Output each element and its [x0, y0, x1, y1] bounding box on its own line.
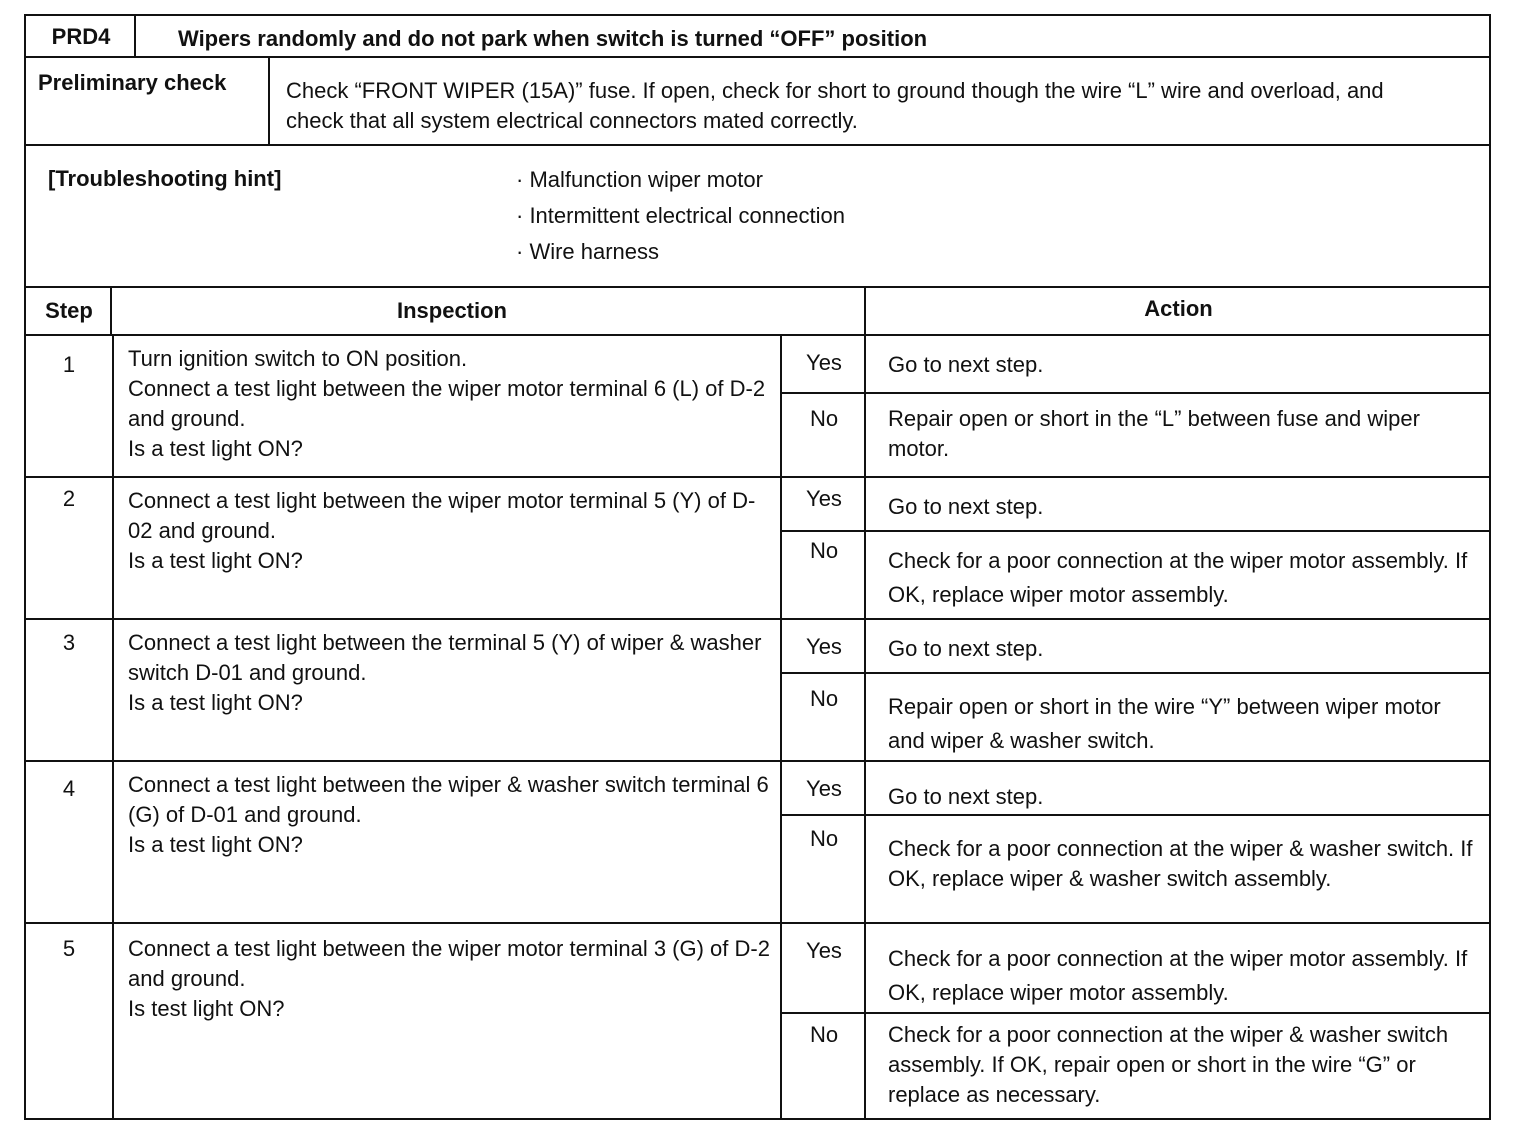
no-label: No	[809, 826, 839, 851]
column-action: Action	[1144, 296, 1213, 321]
hint-item: · Malfunction wiper motor	[516, 167, 763, 192]
step-row	[26, 924, 1489, 1120]
step-row	[26, 762, 1489, 924]
yes-label: Yes	[806, 634, 842, 659]
yes-label: Yes	[806, 350, 842, 375]
step-inspection: Connect a test light between the wiper motor terminal 3 (G) of D-2 and ground. Is test light ON?	[128, 936, 770, 1021]
yes-label: Yes	[806, 486, 842, 511]
preliminary-row	[26, 58, 1489, 146]
no-action: Check for a poor connection at the wiper & washer switch. If OK, replace wiper & washer switch assembly.	[888, 836, 1473, 891]
procedure-title: Wipers randomly and do not park when switch is turned “OFF” position	[178, 26, 928, 51]
step-number: 4	[62, 776, 76, 801]
yes-action: Go to next step.	[888, 636, 1044, 661]
column-step: Step	[45, 298, 93, 323]
no-action: Check for a poor connection at the wiper motor assembly. If OK, replace wiper motor assembly.	[888, 548, 1468, 607]
step-row	[26, 336, 1489, 478]
no-action: Repair open or short in the wire “Y” between wiper motor and wiper & washer switch.	[888, 694, 1441, 753]
troubleshooting-sheet	[24, 14, 1491, 1120]
hint-item: · Intermittent electrical connection	[516, 203, 845, 228]
no-label: No	[809, 1022, 839, 1047]
yes-label: Yes	[806, 938, 842, 963]
step-number: 2	[62, 486, 76, 511]
no-action: Repair open or short in the “L” between fuse and wiper motor.	[888, 406, 1420, 461]
no-label: No	[809, 686, 839, 711]
step-number: 5	[62, 936, 76, 961]
step-row	[26, 478, 1489, 620]
yes-no-divider	[782, 1012, 1489, 1014]
no-action: Check for a poor connection at the wiper & washer switch assembly. If OK, repair open or short in the wire “G” or replace as necessary.	[888, 1022, 1449, 1107]
preliminary-text: Check “FRONT WIPER (15A)” fuse. If open, check for short to ground though the wire “L” wire and overload, and check that all system electrical connectors mated correctly.	[286, 78, 1384, 133]
step-inspection: Turn ignition switch to ON position. Connect a test light between the wiper motor terminal 6 (L) of D-2 and ground. Is a test light ON?	[128, 346, 766, 461]
step-number: 3	[62, 630, 76, 655]
step-inspection: Connect a test light between the wiper motor terminal 5 (Y) of D-02 and ground. Is a test light ON?	[128, 488, 756, 573]
hint-row	[26, 146, 1489, 288]
step-inspection: Connect a test light between the wiper & washer switch terminal 6 (G) of D-01 and ground. Is a test light ON?	[128, 772, 769, 857]
no-label: No	[809, 406, 839, 431]
yes-no-divider	[782, 392, 1489, 394]
step-number: 1	[62, 352, 76, 377]
no-label: No	[809, 538, 839, 563]
column-inspection: Inspection	[396, 298, 507, 323]
step-inspection: Connect a test light between the terminal 5 (Y) of wiper & washer switch D-01 and ground. Is a test light ON?	[128, 630, 762, 715]
hint-item: · Wire harness	[516, 239, 660, 264]
yes-action: Go to next step.	[888, 494, 1044, 519]
header-row	[26, 16, 1489, 58]
yes-no-divider	[782, 530, 1489, 532]
hint-label: [Troubleshooting hint]	[48, 166, 282, 191]
yes-no-divider	[782, 814, 1489, 816]
yes-action: Check for a poor connection at the wiper motor assembly. If OK, replace wiper motor assembly.	[888, 946, 1468, 1005]
procedure-code: PRD4	[51, 24, 111, 49]
hint-list	[516, 162, 845, 270]
steps-area	[26, 336, 1489, 1118]
yes-no-divider	[782, 672, 1489, 674]
preliminary-label: Preliminary check	[38, 70, 227, 95]
yes-label: Yes	[806, 776, 842, 801]
step-row	[26, 620, 1489, 762]
yes-action: Go to next step.	[888, 784, 1044, 809]
column-header-row	[26, 288, 1489, 336]
yes-action: Go to next step.	[888, 352, 1044, 377]
